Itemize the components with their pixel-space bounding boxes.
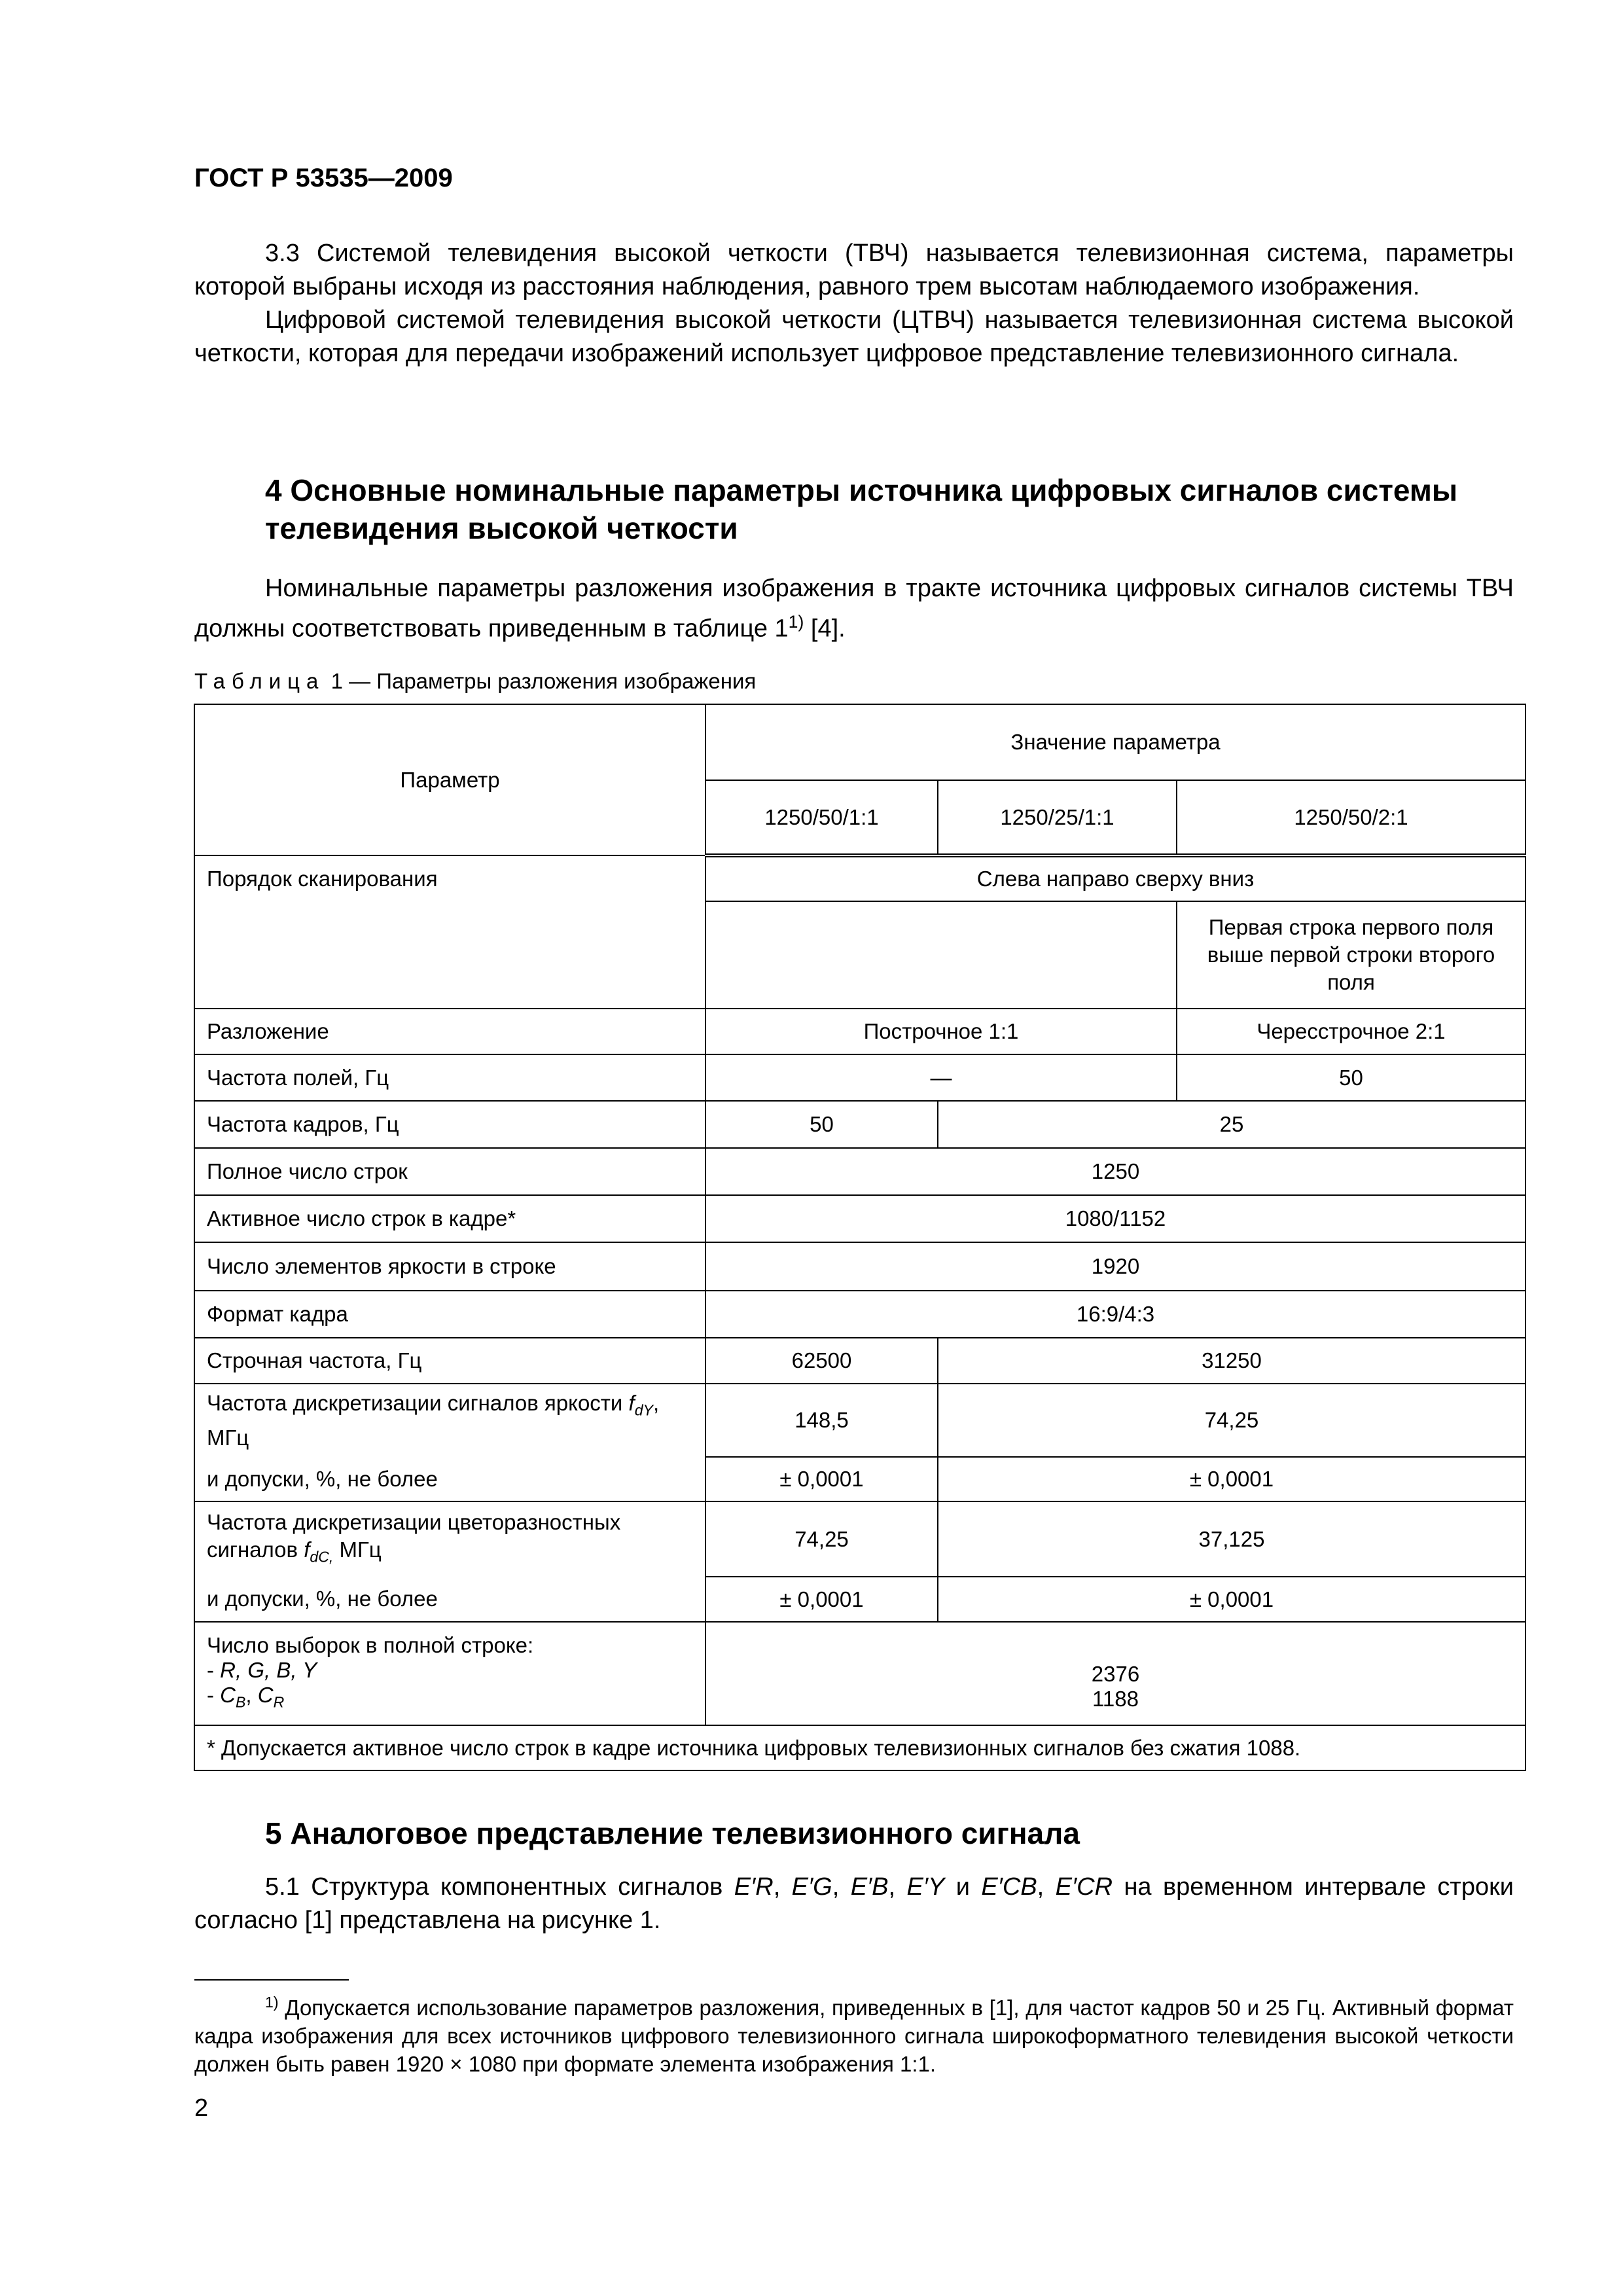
- table-caption: [194, 669, 756, 694]
- row-label: Частота дискретизации сигналов яркости $f_{dY}$, МГц: [194, 1384, 705, 1457]
- table-note: * Допускается активное число строк в кадре источника цифровых телевизионных сигналов без сжатия 1088.: [194, 1725, 1525, 1770]
- header-parameter: Параметр: [194, 704, 705, 855]
- row-label: Полное число строк: [194, 1148, 705, 1195]
- header-value: Значение параметра: [705, 704, 1525, 780]
- caption-title: 1 — Параметры разложения изображения: [330, 669, 757, 693]
- cell: Первая строка первого поля выше первой строки второго поля: [1177, 901, 1525, 1009]
- section-4-heading: 4 Основные номинальные параметры источника цифровых сигналов системы телевидения высокой четкости: [265, 473, 1458, 545]
- cell: 74,25: [705, 1501, 938, 1577]
- cell: ± 0,0001: [705, 1457, 938, 1501]
- row-label: Число выборок в полной строке: - R, G, B, Y - $C_B$, $C_R$: [194, 1622, 705, 1725]
- cell: 1080/1152: [705, 1195, 1525, 1242]
- paragraph: 3.3 Системой телевидения высокой четкости (ТВЧ) называется телевизионная система, параметры которой выбраны исходя из расстояния наблюдения, равного трем высотам наблюдаемого изображения.: [194, 240, 1514, 300]
- cell-empty: [705, 901, 1177, 1009]
- row-label: Формат кадра: [194, 1291, 705, 1338]
- page-number: 2: [194, 2094, 209, 2122]
- row-label: Число элементов яркости в строке: [194, 1242, 705, 1291]
- symbol: E′CR: [1055, 1873, 1113, 1901]
- row-label: Частота полей, Гц: [194, 1054, 705, 1101]
- citation: [4].: [804, 615, 846, 643]
- symbol: E′B: [850, 1873, 889, 1901]
- footnote-divider: [194, 1979, 349, 1981]
- row-label: Строчная частота, Гц: [194, 1338, 705, 1384]
- row-label: Частота кадров, Гц: [194, 1101, 705, 1148]
- row-label: и допуски, %, не более: [194, 1577, 705, 1622]
- parameters-table: [194, 704, 1526, 1771]
- section-5-heading: 5 Аналоговое представление телевизионного сигнала: [265, 1816, 1080, 1850]
- cell: 148,5: [705, 1384, 938, 1457]
- section-4-text: [194, 572, 1514, 646]
- cell: 25: [938, 1101, 1525, 1148]
- row-label: Порядок сканирования: [194, 855, 705, 1009]
- section-5-1: 5.1 Структура компонентных сигналов E′R, E′G, E′B, E′Y и E′CB, E′CR на временном интервале строки согласно [1] представлена на рисунке 1.: [194, 1873, 1514, 1934]
- footnote-ref: 1): [788, 612, 804, 632]
- row-label: Частота дискретизации цветоразностных сигналов $f_{dC,}$ МГц: [194, 1501, 705, 1577]
- row-label: Активное число строк в кадре*: [194, 1195, 705, 1242]
- cell: ± 0,0001: [938, 1457, 1525, 1501]
- paragraph: Цифровой системой телевидения высокой четкости (ЦТВЧ) называется телевизионная система высокой четкости, которая для передачи изображений использует цифровое представление телевизионного сигнала.: [194, 306, 1514, 367]
- cell: 50: [1177, 1054, 1525, 1101]
- cell: 74,25: [938, 1384, 1525, 1457]
- section-3-3: [194, 237, 1514, 370]
- footnote-mark: 1): [265, 1994, 279, 2011]
- cell: 1920: [705, 1242, 1525, 1291]
- cell: ± 0,0001: [938, 1577, 1525, 1622]
- cell: Слева направо сверху вниз: [705, 855, 1525, 901]
- caption-label: Таблица: [194, 669, 325, 693]
- header-col: 1250/50/1:1: [705, 780, 938, 855]
- cell: Чересстрочное 2:1: [1177, 1009, 1525, 1054]
- cell: 50: [705, 1101, 938, 1148]
- row-label: Разложение: [194, 1009, 705, 1054]
- cell: ± 0,0001: [705, 1577, 938, 1622]
- cell: 2376 1188: [705, 1622, 1525, 1725]
- cell: Построчное 1:1: [705, 1009, 1177, 1054]
- cell: 1250: [705, 1148, 1525, 1195]
- cell: 62500: [705, 1338, 938, 1384]
- symbol: E′CB: [981, 1873, 1037, 1901]
- document-header: ГОСТ Р 53535—2009: [194, 164, 453, 192]
- cell: 16:9/4:3: [705, 1291, 1525, 1338]
- symbol: E′G: [791, 1873, 832, 1901]
- symbol: E′R: [734, 1873, 774, 1901]
- cell: 31250: [938, 1338, 1525, 1384]
- paragraph: Номинальные параметры разложения изображения в тракте источника цифровых сигналов системы ТВЧ должны соответствовать приведенным в таблице 1: [194, 575, 1514, 643]
- footnote: $^{1)}$ Допускается использование параметров разложения, приведенных в [1], для частот кадров 50 и 25 Гц. Активный формат кадра изображения для всех источников цифрового телевизионного сигнала широкоформатного телевидения высокой четкости должен быть равен 1920 × 1080 при формате элемента изображения 1:1.: [194, 1994, 1514, 2076]
- row-label: и допуски, %, не более: [194, 1457, 705, 1501]
- symbol: E′Y: [906, 1873, 945, 1901]
- cell: 37,125: [938, 1501, 1525, 1577]
- header-col: 1250/25/1:1: [938, 780, 1177, 855]
- cell: —: [705, 1054, 1177, 1101]
- header-col: 1250/50/2:1: [1177, 780, 1525, 855]
